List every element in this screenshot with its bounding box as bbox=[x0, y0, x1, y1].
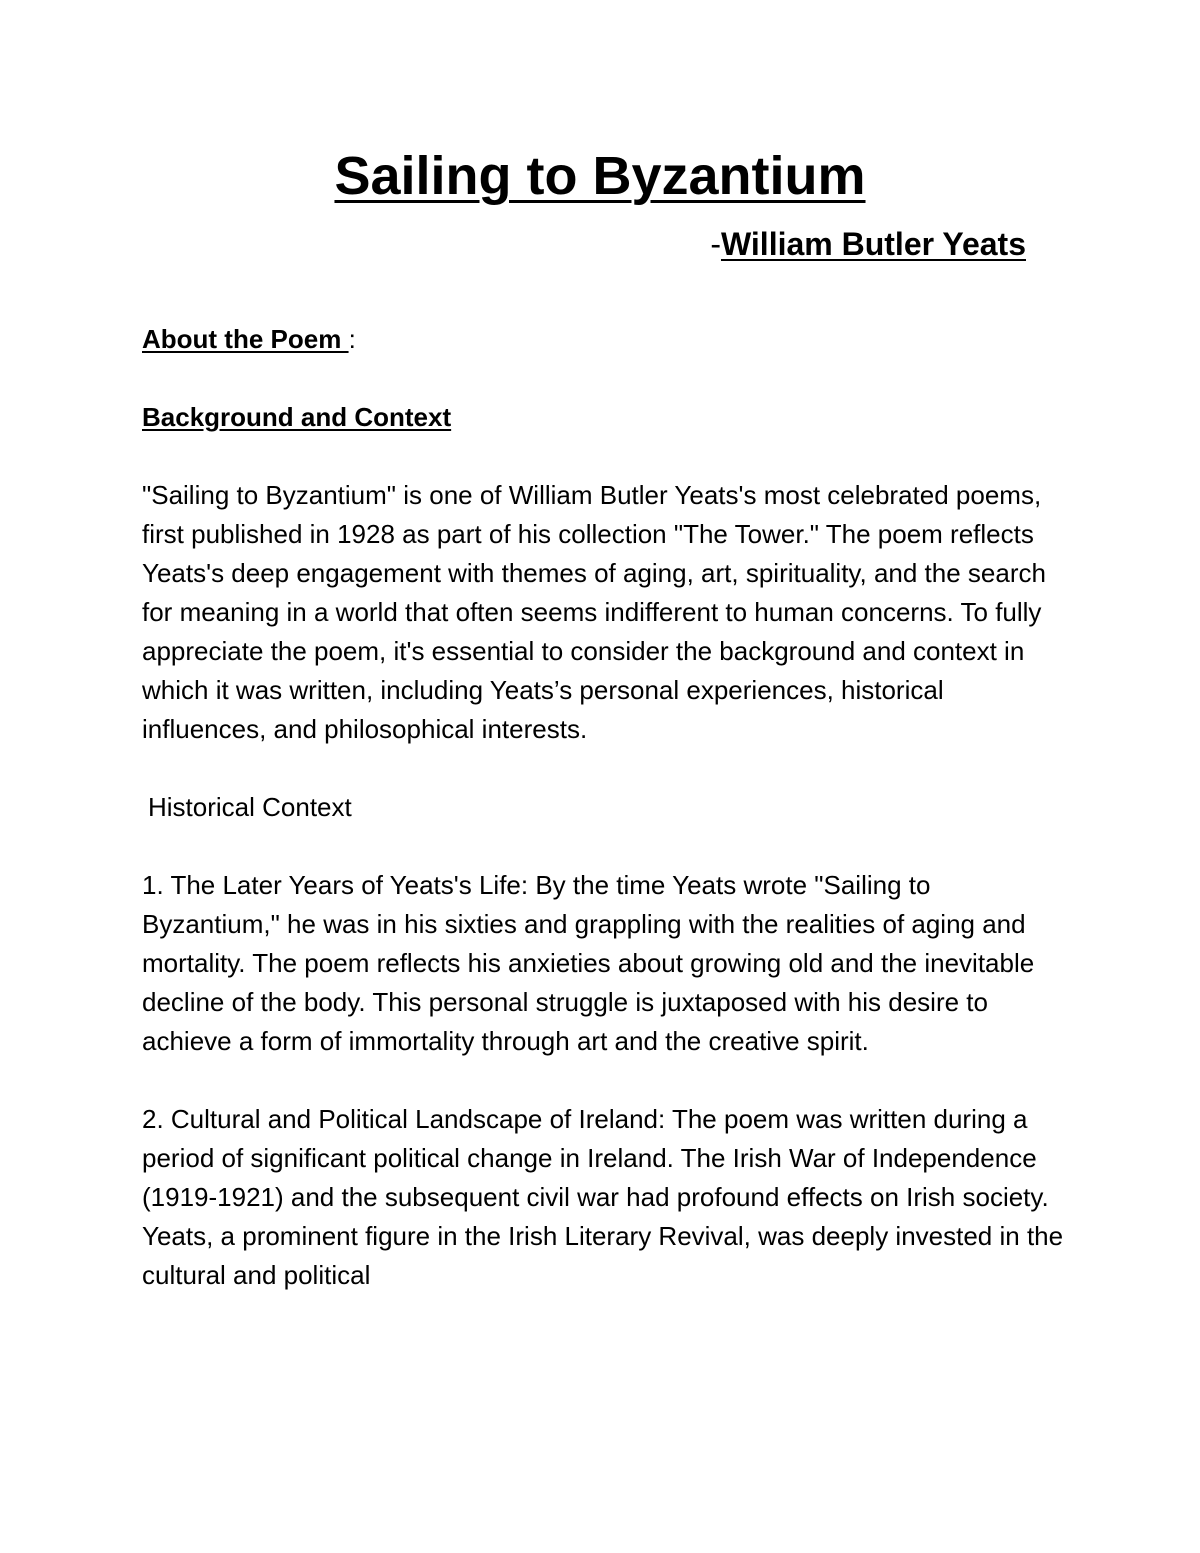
document-body bbox=[142, 320, 1072, 1295]
about-colon: : bbox=[348, 324, 356, 354]
spacer bbox=[142, 827, 1072, 866]
section-heading: Background and Context bbox=[142, 402, 452, 432]
point-paragraph: 1. The Later Years of Yeats's Life: By the time Yeats wrote "Sailing to Byzantium," he was in his sixties and grappling with the realities of aging and mortality. The poem reflects his anxieties about growing old and the inevitable decline of the body. This personal struggle is juxtaposed with his desire to achieve a form of immortality through art and the creative spirit. bbox=[142, 870, 1035, 1056]
spacer bbox=[142, 1061, 1072, 1100]
author-name: William Butler Yeats bbox=[720, 226, 1026, 262]
author-line bbox=[710, 222, 1026, 266]
point-paragraph: 2. Cultural and Political Landscape of Ireland: The poem was written during a period of significant political change in Ireland. The Irish War of Independence (1919-1921) and the subsequent civil war had profound effects on Irish society. Yeats, a prominent figure in the Irish Literary Revival, was deeply invested in the cultural and political bbox=[142, 1104, 1064, 1290]
about-heading-line bbox=[142, 320, 1072, 359]
spacer bbox=[142, 749, 1072, 788]
spacer bbox=[142, 359, 1072, 398]
historical-context-heading: Historical Context bbox=[148, 792, 352, 822]
section-heading-line bbox=[142, 398, 1072, 437]
spacer bbox=[142, 437, 1072, 476]
intro-paragraph: "Sailing to Byzantium" is one of William Butler Yeats's most celebrated poems, first published in 1928 as part of his collection "The Tower." The poem reflects Yeats's deep engagement with themes of aging, art, spirituality, and the search for meaning in a world that often seems indifferent to human concerns. To fully appreciate the poem, it's essential to consider the background and context in which it was written, including Yeats’s personal experiences, historical influences, and philosophical interests. bbox=[142, 480, 1046, 744]
author-dash: - bbox=[710, 226, 721, 262]
about-heading: About the Poem bbox=[142, 324, 349, 354]
page-title: Sailing to Byzantium bbox=[334, 146, 866, 206]
